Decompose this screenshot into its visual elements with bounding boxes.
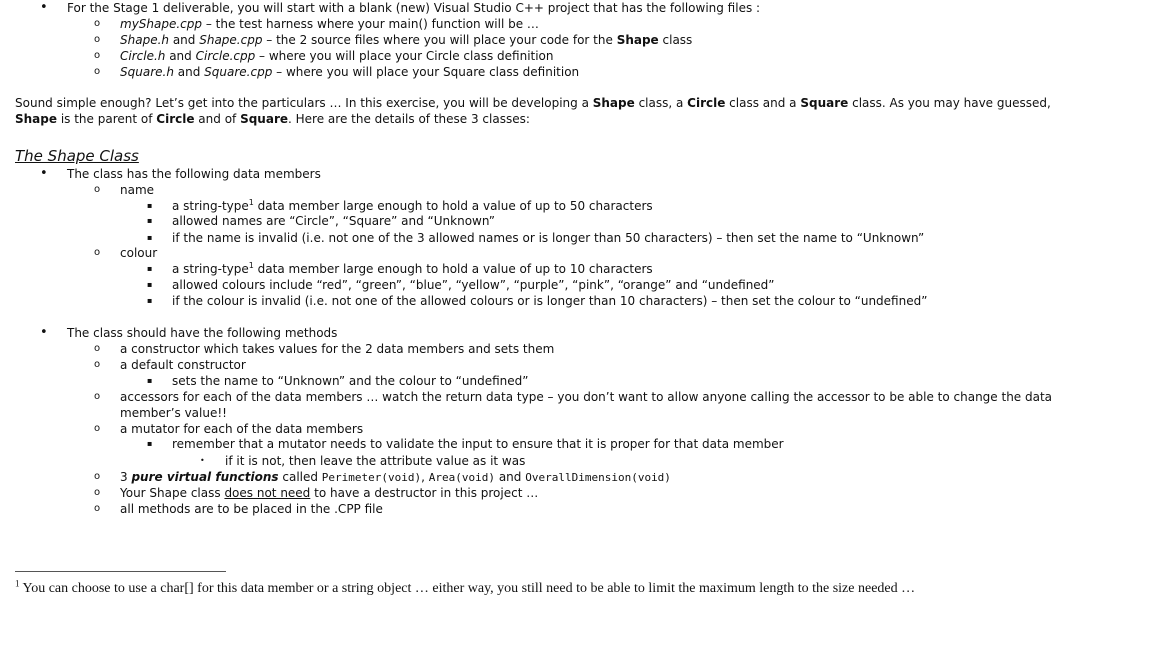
method-mutator-detail-2: if it is not, then leave the attribute value as it was [225,454,526,468]
name-label: name [120,183,155,197]
bullet-icon: o [94,359,101,370]
overview-line-2: Shape is the parent of Circle and of Square. Here are the details of these 3 classes: [15,112,530,126]
bullet-icon: o [94,18,101,29]
bullet-icon: • [40,166,48,181]
name-item: if the name is invalid (i.e. not one of the 3 allowed names or is longer than 50 characters) – then set the name to “Unknown” [172,231,925,245]
bullet-icon: o [94,423,101,434]
method-default-constructor: a default constructor [120,358,246,372]
method-accessors: accessors for each of the data members … watch the return data type – you don’t want to allow anyone calling the accessor to be able to change the data [120,390,1053,404]
footnote-rule [15,571,226,572]
bullet-icon: o [94,247,101,258]
bullet-icon: • [200,456,205,465]
methods-intro: The class should have the following methods [67,326,338,340]
file-item-circle: Circle.h and Circle.cpp – where you will place your Circle class definition [120,49,554,63]
colour-item: allowed colours include “red”, “green”, “blue”, “yellow”, “purple”, “pink”, “orange” and “undefined” [172,278,775,292]
method-mutator: a mutator for each of the data members [120,422,364,436]
bullet-icon: ▪ [147,296,153,305]
name-item: a string-type$^1$ data member large enough to hold a value of up to 50 characters [172,198,653,213]
file-item-square: Square.h and Square.cpp – where you will place your Square class definition [120,65,580,79]
bullet-icon: o [94,487,101,498]
method-pure-virtual: 3 pure virtual functions called Perimeter(void), Area(void) and OverallDimension(void) [120,470,671,484]
method-accessors-cont: member’s value!! [120,406,227,420]
colour-item: if the colour is invalid (i.e. not one of the allowed colours or is longer than 10 characters) – then set the colour to “undefined” [172,294,928,308]
overview-line-1: Sound simple enough? Let’s get into the particulars … In this exercise, you will be developing a Shape class, a Circle class and a Square class. As you may have guessed, [15,96,1051,110]
file-item-myshape: myShape.cpp – the test harness where your main() function will be … [120,17,539,31]
bullet-icon: ▪ [147,439,153,448]
method-default-detail: sets the name to “Unknown” and the colour to “undefined” [172,374,529,388]
bullet-icon: o [94,66,101,77]
intro-lead: For the Stage 1 deliverable, you will start with a blank (new) Visual Studio C++ project that has the following files : [67,1,761,15]
bullet-icon: o [94,50,101,61]
method-destructor: Your Shape class does not need to have a destructor in this project … [120,486,539,500]
bullet-icon: o [94,391,101,402]
section-heading: The Shape Class [15,147,139,165]
bullet-icon: o [94,343,101,354]
bullet-icon: • [40,0,48,15]
file-item-shape: Shape.h and Shape.cpp – the 2 source files where you will place your code for the Shape class [120,33,693,47]
bullet-icon: o [94,503,101,514]
method-mutator-detail: remember that a mutator needs to validate the input to ensure that it is proper for that data member [172,437,784,451]
bullet-icon: o [94,34,101,45]
bullet-icon: • [40,325,48,340]
method-cpp-file: all methods are to be placed in the .CPP file [120,502,383,516]
method-constructor: a constructor which takes values for the 2 data members and sets them [120,342,555,356]
bullet-icon: o [94,471,101,482]
bullet-icon: ▪ [147,216,153,225]
bullet-icon: ▪ [147,376,153,385]
colour-label: colour [120,246,158,260]
bullet-icon: ▪ [147,264,153,273]
bullet-icon: o [94,184,101,195]
name-item: allowed names are “Circle”, “Square” and “Unknown” [172,214,496,228]
data-members-intro: The class has the following data members [67,167,321,181]
bullet-icon: ▪ [147,280,153,289]
colour-item: a string-type$^1$ data member large enough to hold a value of up to 10 characters [172,261,653,276]
footnote: $^1$ You can choose to use a char[] for this data member or a string object … either way, you still need to be able to limit the maximum length to the size needed … [15,578,916,596]
bullet-icon: ▪ [147,233,153,242]
bullet-icon: ▪ [147,201,153,210]
